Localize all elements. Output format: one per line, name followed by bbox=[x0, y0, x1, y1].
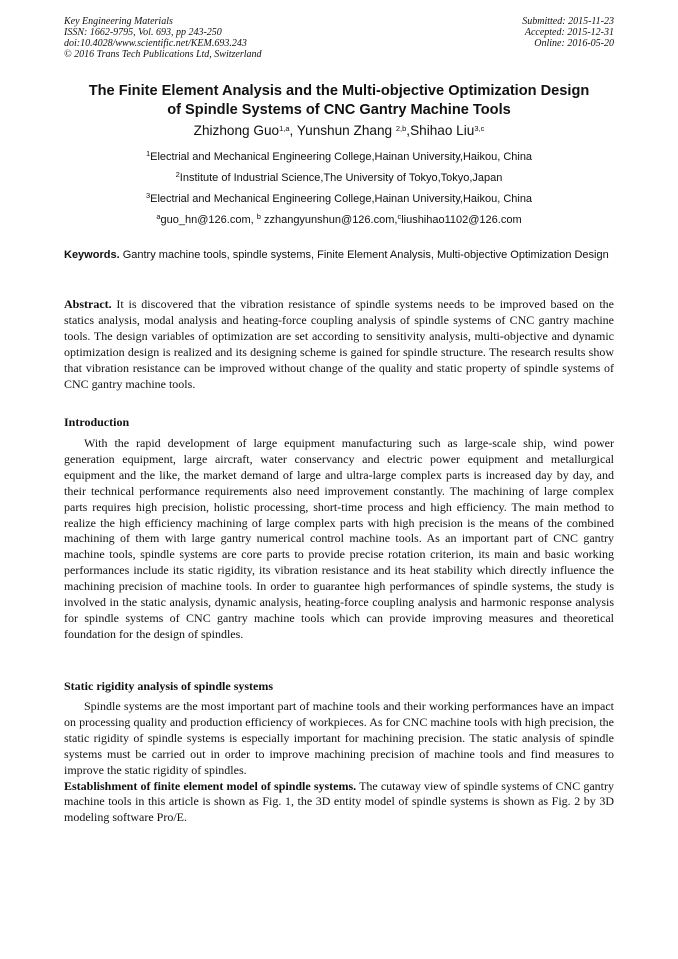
abstract bbox=[64, 297, 614, 392]
author-3-affil: 3,c bbox=[474, 124, 485, 133]
submission-dates bbox=[522, 16, 614, 49]
journal-info bbox=[64, 16, 262, 60]
fem-model-text: The cutaway view of spindle systems of CNC gantry machine tools in this article is shown as Fig. 1, the 3D entity model of spindle systems is shown as Fig. 2 by 3D modeling software Pro/E. bbox=[64, 778, 614, 825]
introduction-heading: Introduction bbox=[64, 415, 130, 429]
abstract-label: Abstract. bbox=[64, 297, 112, 311]
email-b-marker: b bbox=[256, 212, 261, 221]
journal-issn: ISSN: 1662-9795, Vol. 693, pp 243-250 bbox=[64, 27, 222, 38]
author-2-affil: 2,b bbox=[395, 124, 407, 133]
online-date: Online: 2016-05-20 bbox=[534, 38, 614, 49]
author-emails bbox=[40, 213, 638, 227]
author-3: Shihao Liu bbox=[410, 123, 475, 138]
accepted-date: Accepted: 2015-12-31 bbox=[524, 27, 614, 38]
affiliation-3-text: Electrial and Mechanical Engineering College,Hainan University,Haikou, China bbox=[150, 193, 533, 205]
email-b: zzhangyunshun@126.com, bbox=[260, 214, 398, 226]
journal-name: Key Engineering Materials bbox=[64, 16, 173, 27]
email-c-marker: c bbox=[397, 212, 402, 221]
paper-title bbox=[40, 82, 638, 120]
affiliation-2-marker: 2 bbox=[175, 170, 180, 179]
introduction-paragraph: With the rapid development of large equipment manufacturing such as large-scale ship, wind power generation equipment, large aircraft, water conservancy and electric power equipment and metallurgical equipment and the like, the market demand of large and ultra-large complex parts is increased day by day, and their technical performance requirements also need improvement constantly. The machining of large complex parts requires high precision, holistic processing, short-time process and high efficiency. The main method to realize the high efficiency machining of large complex parts with high precision is the means of the combined machining of them with large gantry numerical control machine tools. As an important part of CNC gantry machine tools, spindle systems are core parts to provide precise rotation criterion, its main and basic working performances include its static rigidity, its vibration resistance and its heat stability which directly influence the machining precision of machine tools. In order to guarantee high performances of spindle systems, the study is involved in the static analysis, dynamic analysis, heating-force coupling analysis and harmonic response analysis for spindle systems of CNC gantry machine tools which can provide improving measures and theoretical foundation for the design of spindles. bbox=[64, 436, 614, 641]
static-rigidity-heading: Static rigidity analysis of spindle systems bbox=[64, 679, 274, 693]
journal-doi: doi:10.4028/www.scientific.net/KEM.693.243 bbox=[64, 38, 247, 49]
author-list: Zhizhong Guo$^{1,a}$, Yunshun Zhang $^{2,b}$,Shihao Liu$^{3,c}$ bbox=[193, 123, 485, 138]
submitted-date: Submitted: 2015-11-23 bbox=[522, 16, 614, 27]
author-1-affil: 1,a bbox=[279, 124, 290, 133]
abstract-text: It is discovered that the vibration resistance of spindle systems needs to be improved based on the statics analysis, modal analysis and heating-force coupling analysis of spindle systems of CNC gantry machine tools. The design variables of optimization are set according to sensitivity analysis, multi-objective and dynamic optimization design is realized and its designing scheme is gained for spindle structure. The research results show that vibration resistance can be improved without change of the quality and static property of spindle systems of CNC gantry machine tools. bbox=[64, 297, 614, 391]
affiliation-3-marker: 3 bbox=[145, 191, 151, 200]
static-rigidity-paragraph: Spindle systems are the most important part of machine tools and their working performances have an impact on processing quality and production efficiency of workpieces. As for CNC machine tools with high precision, the static rigidity of spindle systems is especially important for machining precision. The static analysis of spindle systems must be carried out in order to improve machining precision of machine tools and find measures to improve the static rigidity of spindles. bbox=[64, 699, 614, 777]
affiliation-2-text: Institute of Industrial Science,The University of Tokyo,Tokyo,Japan bbox=[179, 172, 503, 184]
email-a: guo_hn@126.com, bbox=[160, 214, 257, 226]
author-1: Zhizhong Guo bbox=[193, 123, 280, 138]
journal-copyright: © 2016 Trans Tech Publications Ltd, Switzerland bbox=[64, 49, 262, 60]
affiliation-1-text: Electrial and Mechanical Engineering College,Hainan University,Haikou, China bbox=[150, 151, 533, 163]
introduction-body bbox=[64, 436, 614, 643]
keywords-label: Keywords. bbox=[64, 249, 120, 261]
fem-model-paragraph bbox=[64, 779, 614, 827]
email-a-marker: a bbox=[156, 212, 161, 221]
fem-model-label: Establishment of finite element model of spindle systems. bbox=[64, 778, 357, 793]
title-line-2: of Spindle Systems of CNC Gantry Machine Tools bbox=[167, 102, 511, 118]
affiliation-2 bbox=[40, 171, 638, 185]
keywords bbox=[64, 249, 614, 263]
author-2: Yunshun Zhang bbox=[296, 123, 396, 138]
static-rigidity-body bbox=[64, 699, 614, 826]
affiliation-3 bbox=[40, 192, 638, 206]
keywords-text: Gantry machine tools, spindle systems, Finite Element Analysis, Multi-objective Optimization Design bbox=[119, 249, 609, 261]
affiliation-1-marker: 1 bbox=[145, 149, 151, 158]
email-c: liushihao1102@126.com bbox=[401, 214, 522, 226]
affiliation-1 bbox=[40, 150, 638, 164]
title-line-1: The Finite Element Analysis and the Multi-objective Optimization Design bbox=[88, 83, 590, 99]
